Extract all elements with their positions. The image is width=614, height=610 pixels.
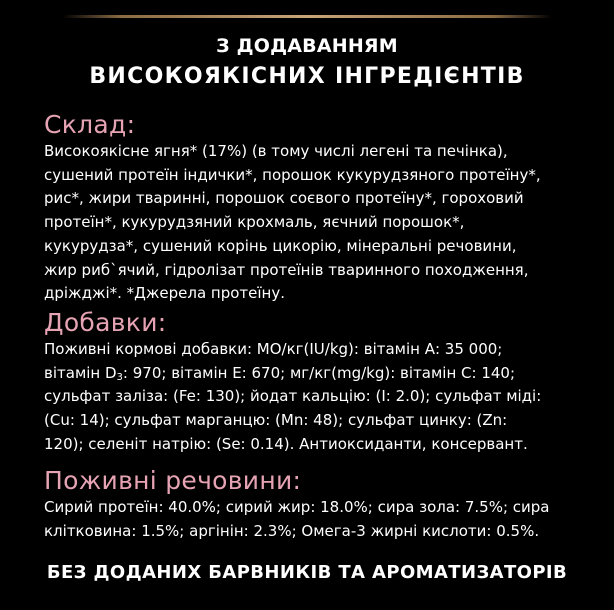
additives-line: Поживні кормові добавки: МО/кг(IU/kg): вітамін А: 35 000; (44, 340, 503, 358)
nutrients-section (44, 467, 584, 543)
nutrients-line: клітковина: 1.5%; аргінін: 2.3%; Омега-3 жирні кислоти: 0.5%. (44, 521, 540, 540)
subscript: 3 (116, 371, 123, 383)
composition-title: Склад: (44, 110, 136, 139)
additives-line-part: вітамін D (44, 363, 117, 382)
additives-section (44, 309, 584, 457)
composition-text (44, 140, 584, 306)
footer-claim: БЕЗ ДОДАНИХ БАРВНИКІВ ТА АРОМАТИЗАТОРІВ (46, 562, 568, 583)
nutrients-text (44, 496, 584, 543)
additives-title: Добавки: (44, 308, 167, 337)
additives-line: сульфат заліза: (Fe: 130); йодат кальцію: (I: 2.0); сульфат міді: (44, 387, 542, 406)
nutrients-title: Поживні речовини: (44, 466, 302, 495)
gold-divider-line (62, 15, 552, 18)
header-subtitle: З ДОДАВАННЯМ (216, 35, 398, 57)
additives-line-part: : 970; вітамін Е: 670; мг/кг(mg/kg): вітамін С: 140; (122, 363, 516, 382)
additives-line: 120); селеніт натрію: (Se: 0.14). Антиоксиданти, консервант. (44, 434, 528, 453)
composition-line: протеїн*, кукурудзяний крохмаль, яєчний порошок*, (44, 213, 465, 232)
composition-line: сушений протеїн індички*, порошок кукурудзяного протеїну*, (44, 165, 541, 184)
additives-text (44, 338, 584, 457)
composition-section (44, 111, 584, 306)
composition-line: дріжджі*. *Джерела протеїну. (44, 284, 286, 303)
nutrients-line: Сирий протеїн: 40.0%; сирий жир: 18.0%; сира зола: 7.5%; сира (44, 498, 550, 516)
composition-line: кукурудза*, сушений корінь цикорію, мінеральні речовини, (44, 236, 517, 255)
header-title: ВИСОКОЯКІСНИХ ІНГРЕДІЄНТІВ (89, 64, 525, 89)
composition-line: Високоякісне ягня* (17%) (в тому числі легені та печінка), (44, 142, 508, 160)
composition-line: жир риб`ячий, гідролізат протеїнів тваринного походження, (44, 260, 529, 279)
composition-line: рис*, жири тваринні, порошок соєвого протеїну*, гороховий (44, 189, 524, 208)
header (0, 34, 614, 91)
additives-line: (Cu: 14); сульфат марганцю: (Mn: 48); сульфат цинку: (Zn: (44, 411, 508, 430)
additives-line-vitamin-d (44, 362, 584, 386)
